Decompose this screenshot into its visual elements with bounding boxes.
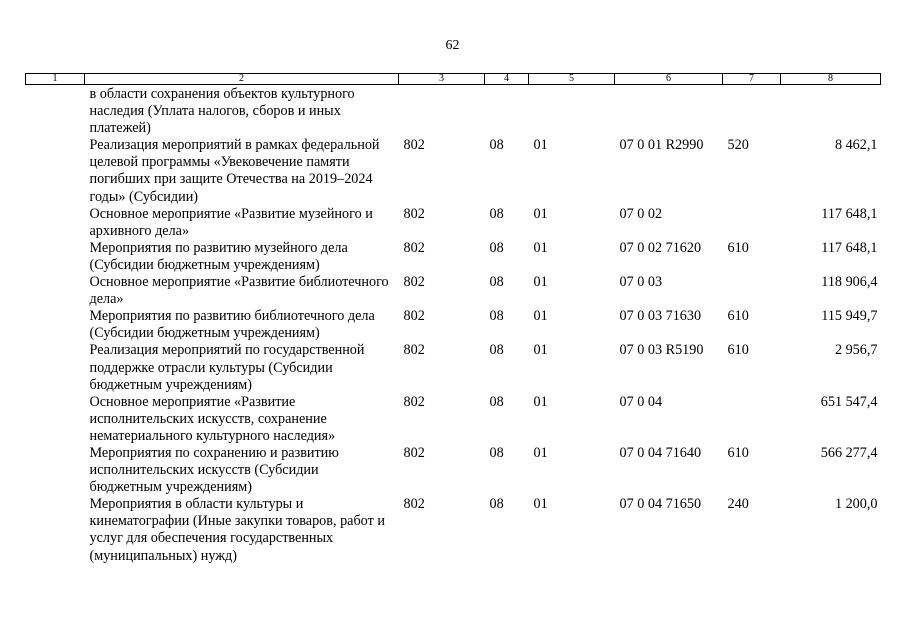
ministry-code: 802 [403,496,425,513]
target-article-code: 07 0 03 R5190 [619,342,704,359]
section-code: 08 [489,205,504,222]
subsection-code: 01 [533,496,548,513]
cell-col-1 [26,342,85,393]
section-code: 08 [489,496,504,513]
section-code: 08 [489,137,504,154]
cell-col-1 [26,85,85,138]
item-name: Мероприятия по сохранению и развитию исполнительских искусств (Субсидии бюджетным учреждениям) [89,444,339,496]
amount-value: 118 906,4 [821,274,878,291]
table-row [26,206,881,240]
ministry-code [399,85,485,138]
cell-col-1 [26,274,85,308]
item-name: Мероприятия по развитию библиотечного дела (Субсидии бюджетным учреждениям) [89,308,375,342]
expense-type-code: 610 [727,308,749,325]
expense-type-code [723,274,781,308]
item-name: Основное мероприятие «Развитие музейного и архивного дела» [89,205,373,239]
subsection-code: 01 [533,342,548,359]
column-header: 3 [399,74,485,85]
ministry-code: 802 [403,205,425,222]
cell-col-1 [26,308,85,342]
section-code: 08 [489,444,504,461]
ministry-code: 802 [403,342,425,359]
table-row [26,308,881,342]
amount-value: 1 200,0 [834,496,878,513]
subsection-code: 01 [533,393,548,410]
table-row [26,394,881,445]
amount-value: 117 648,1 [821,239,878,256]
subsection-code: 01 [533,444,548,461]
expense-type-code [723,206,781,240]
item-name: Мероприятия в области культуры и кинематографии (Иные закупки товаров, работ и услуг для обеспечения государственных (муниципальных) нужд) [89,496,385,564]
amount-value: 8 462,1 [834,137,878,154]
section-code: 08 [489,308,504,325]
ministry-code: 802 [403,308,425,325]
table-row [26,445,881,496]
table-body [26,85,881,565]
target-article-code: 07 0 02 [619,205,663,222]
table-row [26,85,881,138]
target-article-code: 07 0 04 71650 [619,496,702,513]
subsection-code: 01 [533,274,548,291]
target-article-code: 07 0 04 71640 [619,444,702,461]
target-article-code: 07 0 04 [619,393,663,410]
table-row [26,274,881,308]
item-name: Основное мероприятие «Развитие библиотечного дела» [89,274,389,308]
section-code [485,85,529,138]
item-name: Реализация мероприятий в рамках федеральной целевой программы «Увековечение памяти погибших при защите Отечества на 2019–2024 годы» (Субсидии) [89,137,380,205]
expense-type-code: 240 [727,496,749,513]
subsection-code: 01 [533,239,548,256]
ministry-code: 802 [403,137,425,154]
subsection-code: 01 [533,308,548,325]
amount-value: 651 547,4 [820,393,878,410]
column-header: 2 [85,74,399,85]
target-article-code [615,85,723,138]
budget-table [25,73,881,565]
cell-col-1 [26,394,85,445]
cell-col-1 [26,240,85,274]
section-code: 08 [489,393,504,410]
expense-type-code: 610 [727,444,749,461]
table-row [26,137,881,205]
ministry-code: 802 [403,239,425,256]
amount-value: 115 949,7 [821,308,878,325]
expense-type-code [723,394,781,445]
page-number: 62 [445,38,460,53]
expense-type-code: 610 [727,239,749,256]
item-name: в области сохранения объектов культурного наследия (Уплата налогов, сборов и иных платежей) [89,86,355,137]
amount-value: 117 648,1 [821,205,878,222]
column-header: 4 [485,74,529,85]
table-row [26,342,881,393]
cell-col-1 [26,137,85,205]
table-row [26,240,881,274]
section-code: 08 [489,274,504,291]
target-article-code: 07 0 01 R2990 [619,137,704,154]
section-code: 08 [489,342,504,359]
target-article-code: 07 0 03 71630 [619,308,702,325]
amount-value: 566 277,4 [820,444,878,461]
target-article-code: 07 0 03 [619,274,663,291]
expense-type-code [723,85,781,138]
expense-type-code: 520 [727,137,749,154]
ministry-code: 802 [403,274,425,291]
subsection-code [529,85,615,138]
item-name: Реализация мероприятий по государственной поддержке отрасли культуры (Субсидии бюджетным учреждениям) [89,342,365,393]
column-header: 7 [723,74,781,85]
cell-col-1 [26,496,85,564]
subsection-code: 01 [533,205,548,222]
cell-col-1 [26,206,85,240]
column-header: 1 [26,74,85,85]
ministry-code: 802 [403,393,425,410]
subsection-code: 01 [533,137,548,154]
ministry-code: 802 [403,444,425,461]
item-name: Мероприятия по развитию музейного дела (Субсидии бюджетным учреждениям) [89,239,348,273]
cell-col-1 [26,445,85,496]
amount-value [781,85,881,138]
amount-value: 2 956,7 [834,342,878,359]
column-header: 8 [781,74,881,85]
column-number-header-row [26,74,881,85]
target-article-code: 07 0 02 71620 [619,239,702,256]
column-header: 6 [615,74,723,85]
table-row [26,496,881,564]
item-name: Основное мероприятие «Развитие исполнительских искусств, сохранение нематериального культурного наследия» [89,393,336,444]
column-header: 5 [529,74,615,85]
expense-type-code: 610 [727,342,749,359]
section-code: 08 [489,239,504,256]
